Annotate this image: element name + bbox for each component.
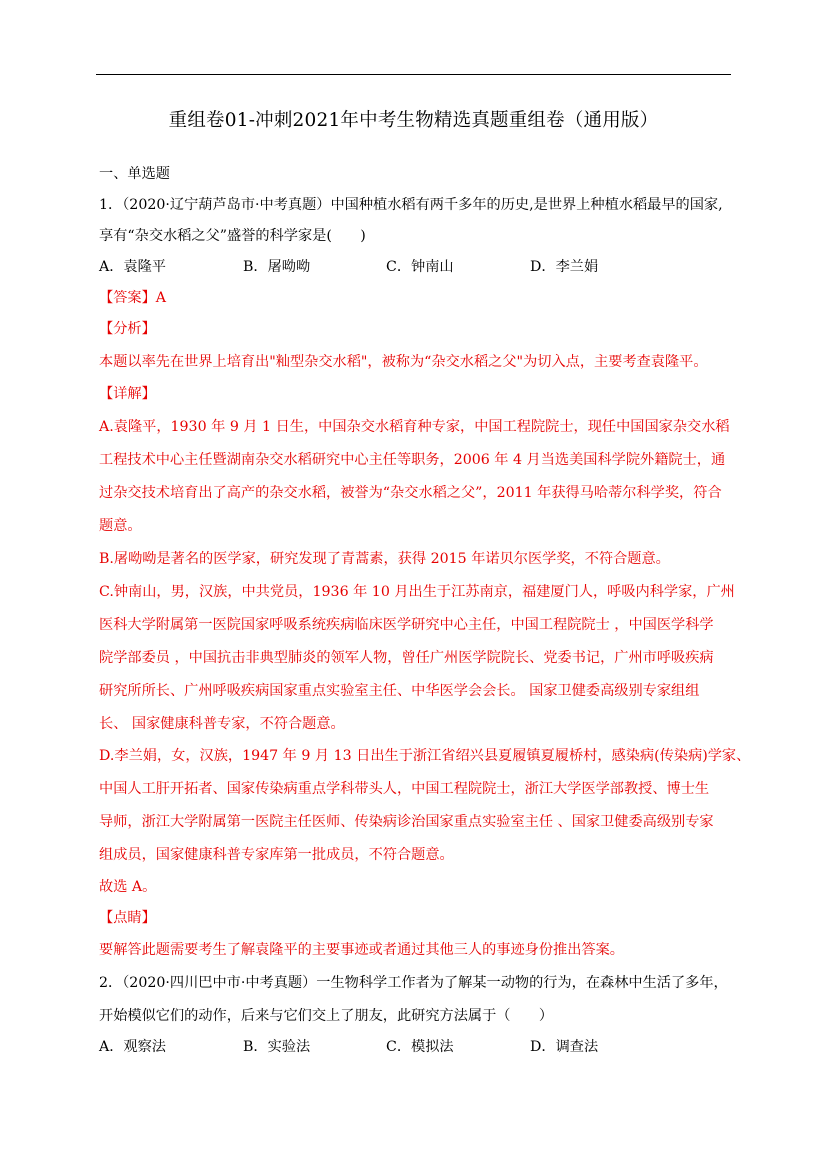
- q1-detail-line: 组成员，国家健康科普专家库第一批成员，不符合题意。: [99, 847, 454, 863]
- q1-detail-line: A.袁隆平，1930 年 9 月 1 日生，中国杂交水稻育种专家，中国工程院院士，现任中国国家杂交水稻: [99, 419, 730, 435]
- q1-detail-line: C.钟南山，男，汉族，中共党员，1936 年 10 月出生于江苏南京，福建厦门人，呼吸内科学家，广州: [99, 584, 735, 600]
- q2-option-d: D．调查法: [530, 1039, 599, 1055]
- header-rule: [96, 74, 731, 75]
- q1-detail-line: 医科大学附属第一医院国家呼吸系统疾病临床医学研究中心主任，中国工程院院士 ，中国医学科学: [99, 617, 714, 633]
- q1-option-c: C．钟南山: [386, 259, 454, 275]
- q2-option-b: B．实验法: [243, 1039, 311, 1055]
- q1-analysis-label: 【分析】: [99, 321, 156, 337]
- q1-detail-line: 工程技术中心主任暨湖南杂交水稻研究中心主任等职务，2006 年 4 月当选美国科学院外籍院士，通: [99, 452, 726, 468]
- page-title: 重组卷01-冲刺2021年中考生物精选真题重组卷（通用版）: [168, 110, 659, 131]
- q1-detail-line: B.屠呦呦是著名的医学家，研究发现了青蒿素，获得 2015 年诺贝尔医学奖，不符合题意。: [99, 551, 670, 567]
- q1-option-d: D．李兰娟: [530, 259, 599, 275]
- q1-detail-line: 题意。: [99, 518, 142, 534]
- section-label: 一、单选题: [99, 166, 170, 182]
- q1-option-b: B．屠呦呦: [243, 259, 311, 275]
- q1-comment-text: 要解答此题需要考生了解袁隆平的主要事迹或者通过其他三人的事迹身份推出答案。: [99, 942, 624, 958]
- q2-stem-line2: 开始模似它们的动作，后来与它们交上了朋友，此研究方法属于（ ）: [99, 1008, 554, 1024]
- q2-option-c: C．模拟法: [386, 1039, 454, 1055]
- q1-detail-line: 过杂交技术培育出了高产的杂交水稻，被誉为“杂交水稻之父”，2011 年获得马哈蒂尔科学奖，符合: [99, 485, 722, 501]
- q1-detail-line: 故选 A。: [99, 879, 157, 895]
- q1-detail-line: 中国人工肝开拓者、国家传染病重点学科带头人，中国工程院院士，浙江大学医学部教授、博士生: [99, 781, 710, 797]
- q1-analysis-text: 本题以率先在世界上培育出"籼型杂交水稻"，被称为“杂交水稻之父"为切入点，主要考查袁隆平。: [99, 354, 708, 370]
- q1-detail-label: 【详解】: [99, 386, 156, 402]
- q1-option-a: A．袁隆平: [99, 259, 166, 275]
- q1-detail-line: 导师，浙江大学附属第一医院主任医师、传染病诊治国家重点实验室主任 、国家卫健委高级别专家: [99, 814, 714, 830]
- q1-detail-line: 院学部委员 ，中国抗击非典型肺炎的领军人物，曾任广州医学院院长、党委书记，广州市呼吸疾病: [99, 650, 714, 666]
- q1-detail-line: 长、 国家健康科普专家，不符合题意。: [99, 716, 345, 732]
- q1-answer: 【答案】A: [99, 290, 166, 306]
- q1-detail-line: D.李兰娟，女，汉族，1947 年 9 月 13 日出生于浙江省绍兴县夏履镇夏履桥村，感染病(传染病)学家、: [99, 748, 751, 764]
- q1-comment-label: 【点睛】: [99, 910, 156, 926]
- q1-stem-line1: 1．（2020·辽宁葫芦岛市·中考真题）中国种植水稻有两千多年的历史,是世界上种植水稻最早的国家,: [99, 197, 723, 213]
- q2-stem-line1: 2．（2020·四川巴中市·中考真题）一生物科学工作者为了解某一动物的行为，在森林中生活了多年，: [99, 975, 728, 991]
- q1-detail-line: 研究所所长、广州呼吸疾病国家重点实验室主任、中华医学会会长。 国家卫健委高级别专家组组: [99, 683, 700, 699]
- q1-stem-line2: 享有“杂交水稻之父”盛誉的科学家是( ): [99, 228, 366, 244]
- q2-option-a: A．观察法: [99, 1039, 166, 1055]
